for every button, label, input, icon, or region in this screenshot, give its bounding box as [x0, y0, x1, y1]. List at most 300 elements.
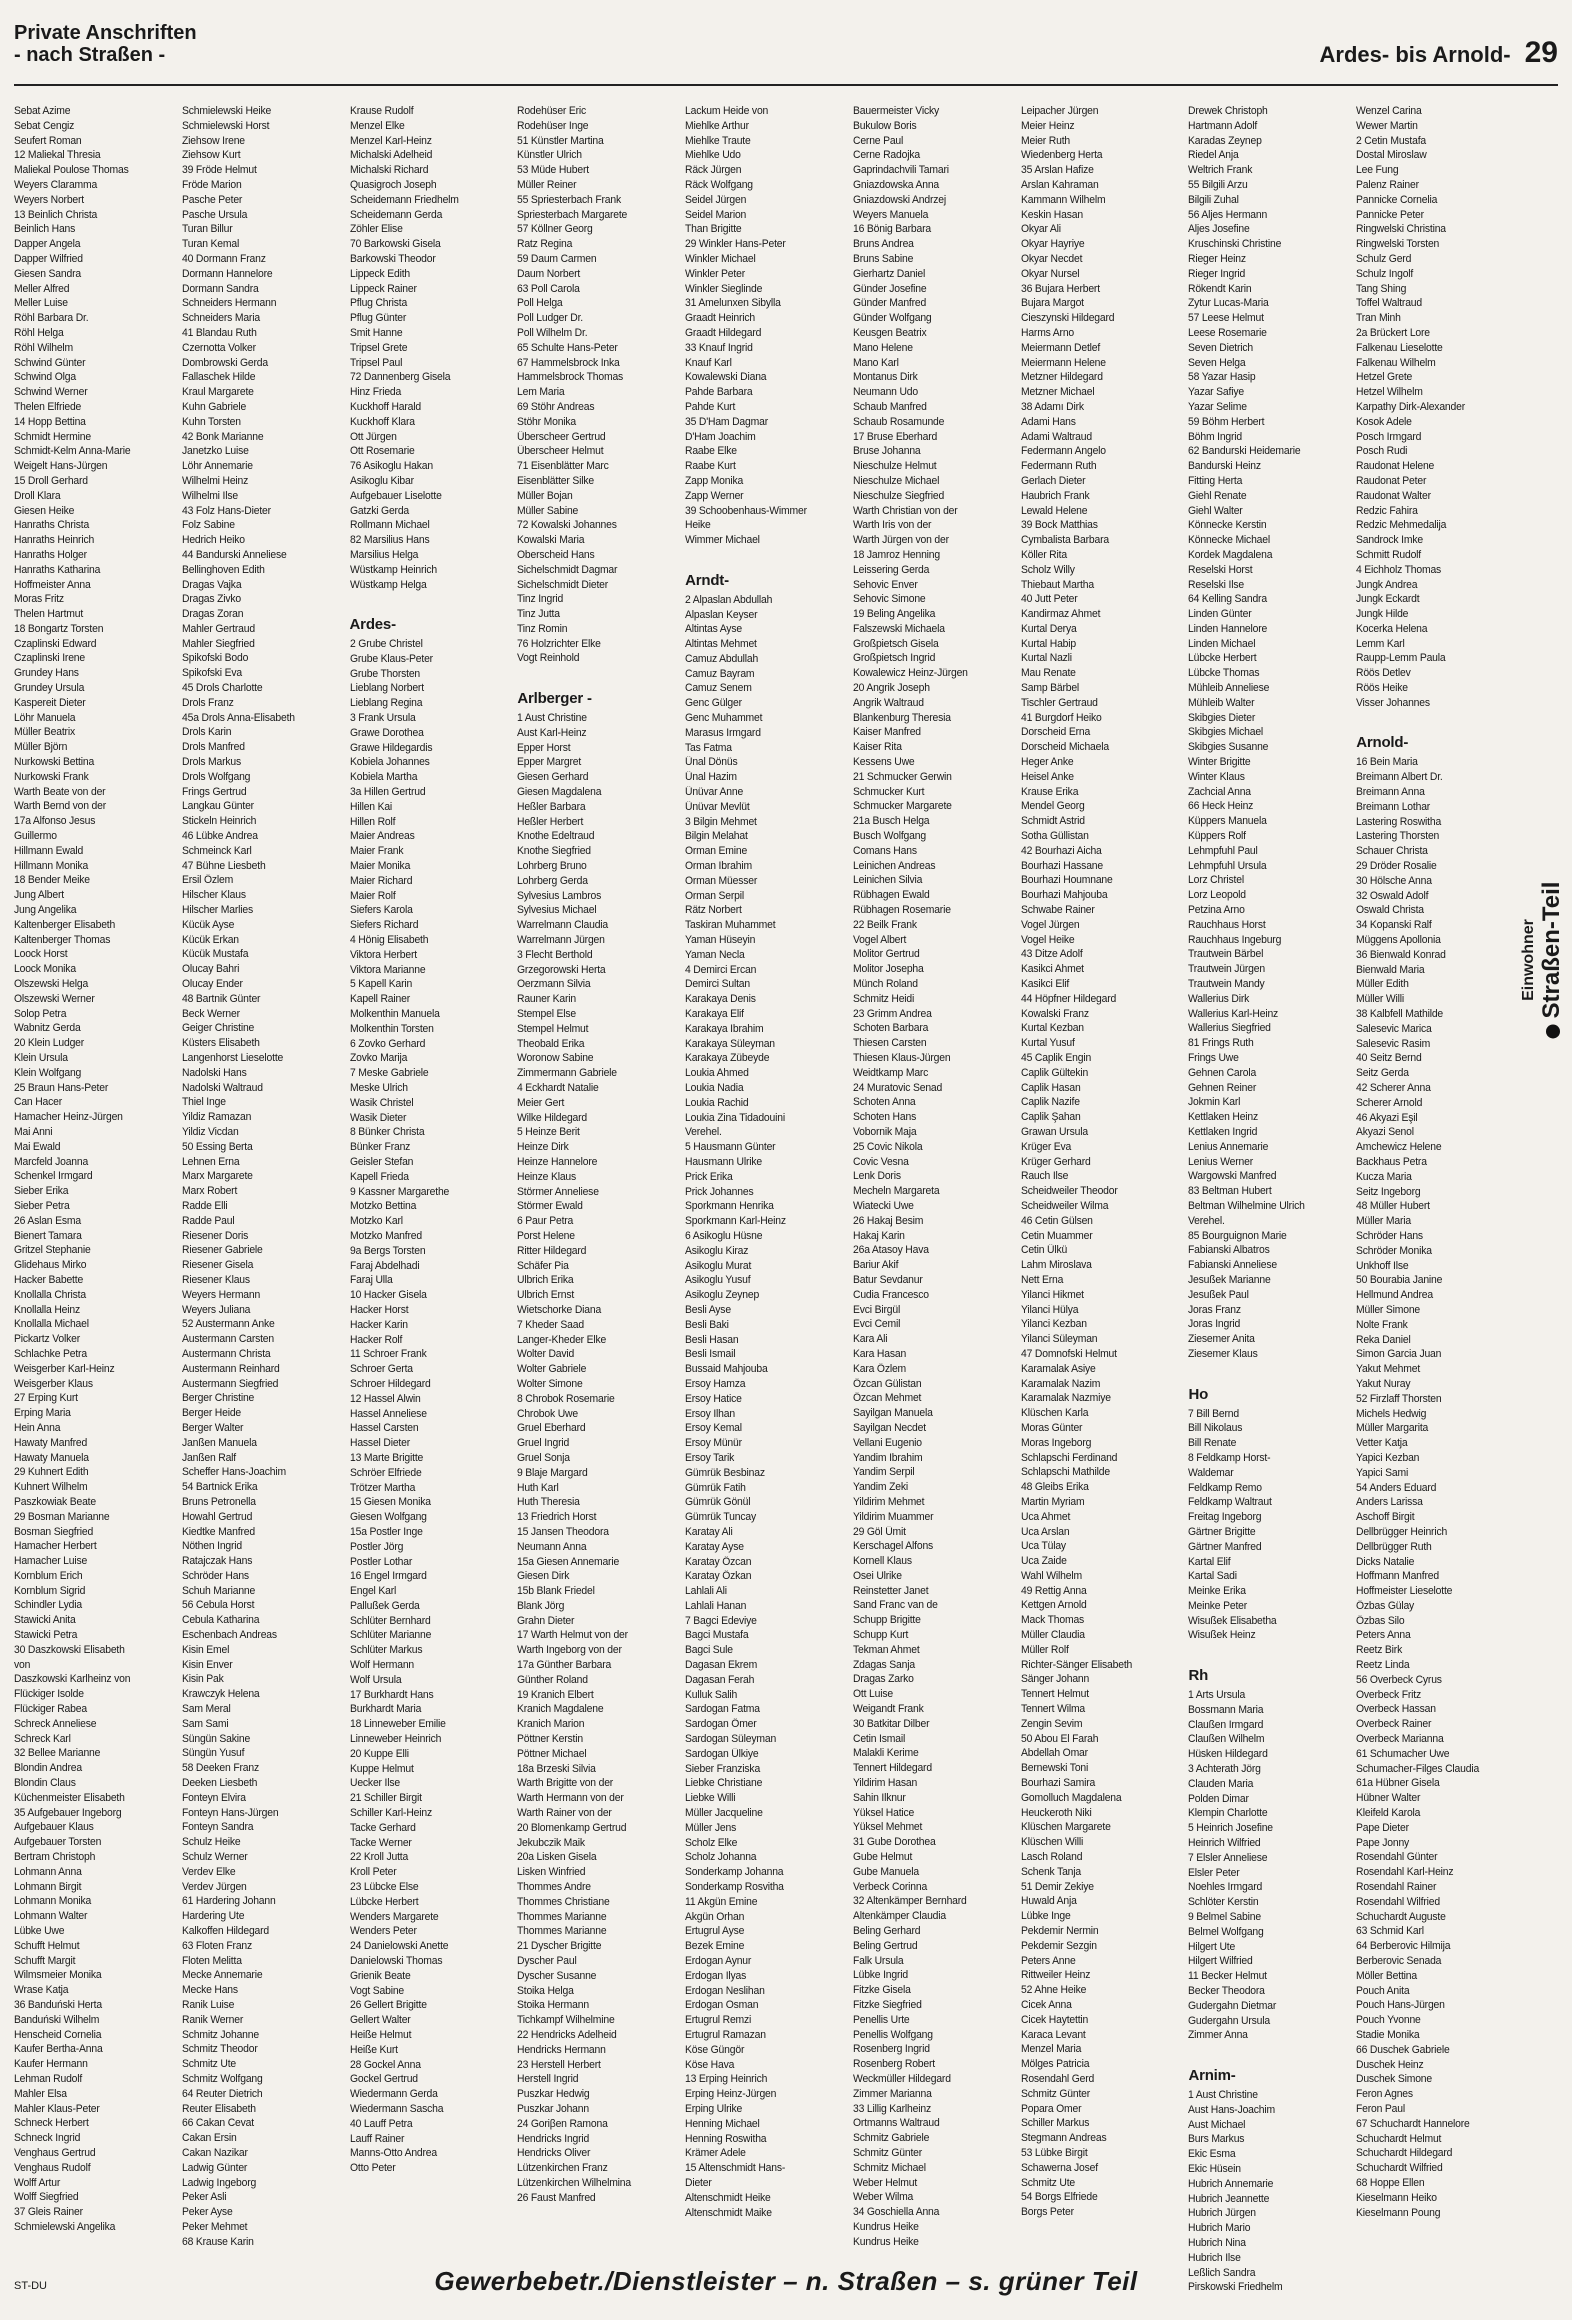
directory-entry: Vogt Reinhold [517, 652, 580, 665]
directory-entry: Thommes Marianne [517, 1925, 607, 1938]
directory-entry: Günther Roland [517, 1673, 589, 1686]
directory-entry: Hubrich Nina [1188, 2236, 1247, 2249]
directory-entry: Kisin Pak [181, 1673, 224, 1686]
directory-entry: Müller Sabine [517, 504, 579, 517]
directory-entry: Müller Willi [1356, 993, 1405, 1006]
directory-entry: Schröder Hans [181, 1569, 249, 1582]
directory-entry: Grienik Beate [349, 1969, 411, 1982]
directory-entry: 17 Burkhardt Hans [349, 1688, 434, 1701]
directory-entry: 55 Bilgili Arzu [1188, 178, 1249, 191]
directory-entry: Kobiela Martha [349, 771, 417, 784]
directory-entry: Altintas Ayse [685, 623, 743, 636]
directory-entry: 5 Kapell Karin [349, 978, 412, 991]
directory-entry: Langenhorst Lieselotte [181, 1052, 283, 1064]
directory-entry: 20 Blomenkamp Gertrud [517, 1821, 627, 1834]
directory-entry: Pallußek Gerda [349, 1599, 420, 1612]
directory-entry: Kara Özlem [852, 1362, 906, 1375]
directory-entry: 50 Essing Berta [181, 1140, 253, 1153]
directory-entry: 11 Becker Helmut [1188, 1970, 1268, 1983]
directory-entry: Grube Klaus-Peter [349, 652, 433, 665]
directory-entry: Aust Karl-Heinz [517, 726, 587, 739]
directory-entry: Tischler Gertraud [1020, 696, 1098, 709]
directory-entry: Linden Günter [1188, 608, 1252, 621]
directory-entry: Prick Johannes [685, 1185, 754, 1198]
directory-entry: Reselski Horst [1188, 563, 1253, 576]
directory-entry: Lackum Heide von [685, 105, 769, 117]
directory-entry: Ritter Hildegard [517, 1244, 587, 1257]
directory-entry: Yandim Serpil [852, 1466, 915, 1479]
side-tab-line2-wrap [1538, 882, 1566, 1039]
directory-entry: Overbeck Marianna [1356, 1733, 1444, 1746]
directory-entry: Hüsken Hildegard [1188, 1748, 1269, 1761]
directory-entry: 55 Spriesterbach Frank [517, 193, 622, 206]
directory-entry: 7 Bagci Edeviye [685, 1614, 757, 1627]
directory-entry: Dapper Wilfried [14, 252, 83, 265]
directory-entry: Knollalla Michael [14, 1318, 89, 1331]
directory-entry: Pöttner Kerstin [517, 1733, 584, 1746]
directory-entry: Olszewski Helga [14, 978, 89, 991]
directory-entry: Pouch Yvonne [1356, 2014, 1421, 2027]
directory-entry: Warth Beate von der [14, 785, 106, 798]
directory-entry: Stempel Helmut [517, 1022, 589, 1035]
directory-entry: Wasik Dieter [349, 1111, 406, 1124]
directory-entry: Hillmann Ewald [14, 844, 84, 857]
directory-entry: Falk Ursula [852, 1954, 904, 1967]
directory-entry: Verdev Jürgen [181, 1880, 247, 1893]
directory-entry [1188, 1362, 1329, 1377]
directory-entry: Loock Monika [14, 963, 76, 976]
directory-entry: Rätz Norbert [685, 904, 742, 917]
directory-entry: Tennert Hildegard [852, 1762, 932, 1775]
directory-entry: Kranich Magdalene [517, 1703, 604, 1716]
header-title [14, 22, 197, 66]
directory-entry: Scherer Arnold [1356, 1096, 1423, 1109]
directory-entry: Röös Detlev [1356, 667, 1411, 680]
directory-entry: 28 Gockel Anna [349, 2058, 421, 2071]
directory-entry: 20 Klein Ludger [14, 1037, 85, 1050]
directory-entry: Erdogan Neslihan [685, 1984, 765, 1997]
directory-entry [1188, 2043, 1329, 2058]
directory-entry: Sieber Erika [14, 1185, 69, 1198]
directory-entry: Münch Roland [852, 978, 918, 991]
directory-entry: Schlachke Petra [14, 1347, 87, 1360]
directory-entry: Guillermo [14, 830, 57, 843]
directory-entry: Sichelschmidt Dagmar [517, 563, 618, 576]
directory-entry: Schlapschi Ferdinand [1020, 1451, 1117, 1464]
directory-entry: Uecker Ilse [349, 1777, 400, 1790]
directory-entry: Jung Albert [14, 889, 64, 902]
directory-entry: Löhr Annemarie [181, 460, 253, 473]
directory-entry: Gaprindachvili Tamari [852, 164, 949, 177]
directory-entry: Winter Klaus [1188, 770, 1246, 783]
directory-entry: Sichelschmidt Dieter [517, 578, 609, 591]
directory-entry: Heinze Hannelore [517, 1155, 598, 1168]
directory-entry: Küsters Elisabeth [181, 1037, 260, 1050]
directory-entry: 40 Seitz Bernd [1356, 1052, 1422, 1065]
directory-entry: Hamacher Luise [14, 1555, 88, 1568]
directory-entry: Seven Dietrich [1188, 341, 1254, 354]
directory-entry: Olucay Ender [181, 978, 243, 991]
directory-entry: Can Hacer [14, 1096, 63, 1109]
directory-entry: 7 Elsler Anneliese [1188, 1851, 1268, 1864]
directory-entry: Bourhazi Samira [1020, 1777, 1095, 1790]
directory-entry: Seitz Gerda [1356, 1067, 1410, 1080]
directory-entry: Vogel Jürgen [1020, 918, 1080, 931]
directory-entry [1188, 1643, 1329, 1658]
directory-entry: Karamalak Nazmiye [1020, 1392, 1111, 1405]
directory-entry: Siefers Karola [349, 904, 413, 917]
directory-entry: Nett Erna [1020, 1273, 1063, 1286]
directory-entry: Zapp Monika [685, 474, 744, 487]
street-heading: Arnim- [1188, 2067, 1236, 2084]
directory-entry: Kaiser Manfred [852, 726, 921, 739]
directory-entry: Schmitz Theodor [181, 2043, 258, 2056]
directory-entry: Gierhartz Daniel [852, 267, 926, 280]
directory-entry: Bariur Akif [852, 1259, 899, 1272]
directory-entry: 66 Cakan Cevat [181, 2117, 254, 2130]
directory-entry: Cetin Muammer [1020, 1229, 1093, 1242]
directory-entry: Schaub Rosamunde [852, 415, 945, 428]
directory-entry: Gatzki Gerda [349, 504, 409, 517]
directory-entry: Fitzke Gisela [852, 1984, 911, 1997]
directory-entry: Kartal Sadi [1188, 1570, 1238, 1583]
directory-entry: Dieter [685, 2176, 712, 2189]
directory-entry: 13 Friedrich Horst [517, 1511, 597, 1524]
directory-entry: 61 Schumacher Uwe [1356, 1747, 1450, 1760]
directory-entry: Drols Wolfgang [181, 770, 251, 783]
directory-entry: Bussaid Mahjouba [685, 1363, 768, 1376]
directory-entry: Hubrich Jürgen [1188, 2207, 1257, 2220]
directory-entry: Richter-Sänger Elisabeth [1020, 1658, 1132, 1671]
directory-entry: 18 Linneweber Emilie [349, 1718, 446, 1731]
directory-entry: Wiedenberg Herta [1020, 149, 1103, 162]
directory-entry: Röhl Barbara Dr. [14, 312, 89, 325]
directory-entry: Pasche Ursula [181, 208, 247, 221]
directory-entry: 4 Demirci Ercan [685, 963, 757, 976]
directory-entry: Oerzmann Silvia [517, 978, 591, 991]
directory-entry: 59 Daum Carmen [517, 252, 597, 265]
directory-entry: Schneck Ingrid [14, 2132, 81, 2145]
directory-entry: Raudonat Walter [1356, 489, 1432, 502]
directory-entry: Dorscheid Erna [1020, 726, 1090, 739]
directory-entry: 70 Barkowski Gisela [349, 238, 441, 251]
directory-entry: Ünal Hazim [685, 771, 737, 784]
directory-entry: Tripsel Grete [349, 341, 407, 354]
directory-entry: Motzko Karl [349, 1215, 403, 1228]
directory-entry: Künstler Ulrich [517, 149, 583, 162]
directory-entry: Karadas Zeynep [1188, 134, 1263, 147]
directory-entry: Dyscher Susanne [517, 1969, 597, 1982]
directory-entry: Breimann Lothar [1356, 800, 1431, 813]
directory-entry: von [14, 1658, 31, 1671]
directory-entry: Montanus Dirk [852, 371, 918, 384]
directory-entry: Schmitz Gabriele [852, 2132, 930, 2145]
directory-entry: Könnecke Michael [1188, 534, 1271, 547]
directory-entry: Visser Johannes [1356, 696, 1431, 709]
directory-entry: Kaltenberger Thomas [14, 933, 111, 946]
directory-entry: Hinz Frieda [349, 386, 401, 399]
directory-entry: Mai Anni [14, 1125, 53, 1138]
directory-entry: Raudonat Peter [1356, 474, 1427, 487]
directory-entry: Rieger Heinz [1188, 252, 1247, 265]
directory-entry: Vogt Sabine [349, 1984, 404, 1997]
directory-entry: Hillen Kai [349, 800, 392, 813]
directory-entry: 65 Schulte Hans-Peter [517, 341, 619, 354]
directory-entry: Schröer Elfriede [349, 1466, 422, 1479]
directory-entry: Prick Erika [685, 1170, 733, 1183]
directory-entry: Schoten Anna [852, 1096, 916, 1109]
directory-entry: Giesen Magdalena [517, 786, 602, 799]
directory-entry: Altenschmidt Heike [685, 2191, 771, 2204]
directory-entry: Heinrich Wilfried [1188, 1837, 1261, 1850]
directory-entry: Kornblum Sigrid [14, 1584, 86, 1597]
directory-entry: Sylvesius Michael [517, 904, 597, 917]
directory-entry: Wüstkamp Helga [349, 578, 427, 591]
directory-entry: Erping Maria [14, 1407, 71, 1420]
directory-entry: Sardogan Fatma [685, 1703, 760, 1716]
directory-entry: 30 Daszkowski Elisabeth [14, 1643, 125, 1656]
directory-entry: Wolter Simone [517, 1377, 583, 1390]
directory-entry: Dagasan Ekrem [685, 1659, 758, 1672]
directory-entry: Bruns Petronella [181, 1495, 256, 1508]
directory-entry: Karpathy Dirk-Alexander [1356, 400, 1466, 413]
directory-entry: Duschek Simone [1356, 2073, 1433, 2086]
directory-entry: Breimann Albert Dr. [1356, 771, 1443, 784]
directory-entry: Wolter Gabriele [517, 1363, 587, 1376]
directory-entry: Hein Anna [14, 1421, 61, 1434]
directory-entry: Turan Kemal [181, 238, 239, 251]
directory-entry: Wolff Siegfried [14, 2191, 79, 2204]
directory-entry: Gomolluch Magdalena [1020, 1791, 1122, 1804]
directory-entry: Ringwelski Christina [1356, 223, 1447, 236]
directory-entry: Austermann Siegfried [181, 1377, 279, 1390]
directory-entry: 58 Deeken Franz [181, 1762, 259, 1775]
column-9 [1356, 104, 1510, 2295]
directory-entry: Orman Serpil [685, 889, 745, 902]
directory-entry: Mahler Gertraud [181, 622, 255, 635]
directory-entry: Schlüter Marianne [349, 1629, 431, 1642]
directory-entry: Sieber Petra [14, 1199, 70, 1212]
directory-entry: Schmitz Ute [1020, 2176, 1075, 2189]
directory-entry: Motzko Manfred [349, 1229, 422, 1242]
directory-entry: Claußen Irmgard [1188, 1718, 1264, 1731]
directory-entry: Trautwein Bärbel [1188, 948, 1264, 961]
directory-entry: Duschek Heinz [1356, 2058, 1424, 2071]
directory-entry: Gärtner Manfred [1188, 1540, 1262, 1553]
directory-entry: Jungk Hilde [1356, 608, 1409, 621]
directory-entry: Wahl Wilhelm [1020, 1569, 1082, 1582]
directory-entry: Krawczyk Helena [181, 1688, 260, 1701]
directory-entry: Kordek Magdalena [1188, 548, 1273, 561]
directory-entry: Günder Wolfgang [852, 312, 932, 325]
directory-entry: 46 Cetin Gülsen [1020, 1214, 1093, 1227]
directory-entry: 32 Oswald Adolf [1356, 889, 1429, 902]
directory-entry: Tran Minh [1356, 312, 1401, 325]
directory-entry: Ladwig Günter [181, 2161, 247, 2174]
directory-entry: Henning Roswitha [685, 2132, 767, 2145]
directory-entry: Großpietsch Gisela [852, 637, 939, 650]
directory-entry: Joras Ingrid [1188, 1318, 1241, 1331]
directory-entry: Kiedtke Manfred [181, 1525, 255, 1538]
directory-entry: Karatay Ayse [685, 1540, 744, 1553]
directory-entry: Bauermeister Vicky [852, 105, 939, 117]
directory-entry [350, 592, 491, 607]
directory-entry: 4 Hönig Elisabeth [349, 934, 428, 947]
directory-entry: Zengin Sevim [1020, 1717, 1082, 1730]
directory-entry: 43 Folz Hans-Dieter [181, 504, 271, 517]
directory-entry: Warth Jürgen von der [852, 534, 949, 547]
directory-entry: Altenkämper Claudia [852, 1910, 946, 1923]
directory-entry: Jungk Eckardt [1356, 593, 1420, 606]
directory-entry: Yildirim Hasan [852, 1777, 917, 1790]
directory-entry: Erdogan Osman [685, 1999, 759, 2012]
directory-entry: Süngün Yusuf [181, 1747, 245, 1760]
directory-entry: Wiedermann Gerda [349, 2088, 438, 2101]
directory-entry: Karaca Levant [1020, 2028, 1086, 2041]
directory-entry: Weisgerber Karl-Heinz [14, 1362, 115, 1375]
directory-entry: Samp Bärbel [1020, 682, 1079, 695]
directory-entry: Menzel Elke [349, 119, 405, 132]
directory-entry: Lübke Ingrid [852, 1969, 908, 1982]
directory-entry: Winkler Sieglinde [685, 282, 763, 295]
directory-entry: Malakli Kerime [852, 1747, 919, 1760]
directory-entry: Ünüvar Mevlüt [685, 800, 750, 813]
directory-entry: Krause Erika [1020, 785, 1078, 798]
directory-entry: Trautwein Mandy [1188, 978, 1266, 991]
directory-entry: Graadt Heinrich [685, 312, 756, 325]
directory-entry: Beck Werner [181, 1007, 240, 1020]
directory-entry: Rollmann Michael [349, 519, 430, 532]
directory-entry: Marx Margarete [181, 1170, 253, 1183]
directory-entry: Moras Ingeborg [1020, 1436, 1091, 1449]
directory-entry: Beling Gerhard [852, 1925, 921, 1938]
directory-entry: Loukia Zina Tidadouini [685, 1111, 786, 1124]
directory-entry: Wallerius Karl-Heinz [1188, 1007, 1279, 1020]
directory-entry: Tennert Helmut [1020, 1688, 1089, 1701]
directory-entry: Moras Günter [1020, 1421, 1082, 1434]
directory-entry: Grawan Ursula [1020, 1125, 1088, 1138]
directory-entry: Karakaya Elif [685, 1008, 744, 1021]
directory-entry: Ekic Esma [1188, 2148, 1236, 2161]
directory-entry: Kapell Rainer [349, 993, 410, 1006]
directory-entry: Kara Hasan [852, 1347, 906, 1360]
directory-entry: Gerlach Dieter [1020, 474, 1086, 487]
directory-entry: 17a Günther Barbara [517, 1659, 612, 1672]
directory-entry: 23 Herstell Herbert [517, 2058, 602, 2071]
directory-entry: Lewald Helene [1020, 504, 1088, 517]
directory-entry: Vogel Heike [1020, 933, 1075, 946]
directory-entry: Ziehsow Irene [181, 134, 245, 147]
directory-entry: 76 Asikoglu Hakan [349, 460, 433, 473]
directory-entry: Maier Richard [349, 874, 412, 887]
directory-entry: Riesener Klaus [181, 1273, 250, 1286]
directory-entry: Günder Manfred [852, 297, 926, 310]
directory-entry: Yilanci Hülya [1020, 1303, 1078, 1316]
directory-entry: Rodehüser Inge [517, 119, 589, 132]
directory-entry: Wewer Martin [1356, 119, 1418, 132]
directory-entry: Wolf Ursula [349, 1673, 402, 1686]
directory-entry: 2 Grube Christel [349, 638, 423, 651]
directory-entry: Cudia Francesco [852, 1288, 929, 1301]
directory-entry: Yazar Selime [1188, 400, 1248, 413]
directory-entry: Seidel Marion [685, 208, 747, 221]
directory-entry: Turan Billur [181, 223, 233, 236]
directory-entry: Mölges Patricia [1020, 2058, 1089, 2071]
directory-entry: Woronow Sabine [517, 1052, 594, 1065]
directory-entry: Räck Wolfgang [685, 178, 754, 191]
directory-entry: 48 Gleibs Erika [1020, 1481, 1089, 1494]
directory-entry: Okyar Necdet [1020, 252, 1082, 265]
directory-entry: Winter Brigitte [1188, 756, 1251, 769]
directory-entry: Kettlaken Heinz [1188, 1111, 1259, 1124]
directory-entry: Janßen Ralf [181, 1451, 236, 1464]
directory-entry: Besli Ayse [685, 1303, 732, 1316]
directory-entry: Hendricks Hermann [517, 2043, 607, 2056]
directory-entry: Elsler Peter [1188, 1866, 1240, 1879]
directory-entry: 4 Eichholz Thomas [1356, 563, 1442, 576]
directory-entry: Klüschen Margarete [1020, 1821, 1111, 1834]
directory-entry: Drols Franz [181, 696, 234, 709]
directory-entry: Cymbalista Barbara [1020, 534, 1109, 547]
directory-entry: Müller Claudia [1020, 1629, 1085, 1642]
directory-entry: Grzegorowski Herta [517, 963, 606, 976]
directory-entry: 9 Blaje Margard [517, 1466, 588, 1479]
directory-entry: Dellbrügger Heinrich [1356, 1525, 1448, 1538]
directory-entry: Weyers Manuela [852, 208, 929, 221]
bullet-dot-icon [1546, 1024, 1560, 1038]
directory-entry: Redzic Mehmedalija [1356, 519, 1447, 532]
directory-entry: Müggens Apollonia [1356, 934, 1441, 947]
directory-entry: Weigandt Frank [852, 1703, 924, 1716]
directory-entry: Fonteyn Hans-Jürgen [181, 1806, 279, 1819]
directory-entry: Kocerka Helena [1356, 622, 1428, 635]
directory-entry: Theobald Erika [517, 1037, 585, 1050]
directory-entry: Scheffer Hans-Joachim [181, 1466, 286, 1479]
directory-entry: Tinz Ingrid [517, 593, 564, 606]
directory-entry: Gärtner Brigitte [1188, 1525, 1256, 1538]
directory-entry: Linneweber Heinrich [349, 1733, 441, 1746]
directory-entry: 82 Marsilius Hans [349, 534, 430, 547]
directory-entry: 53 Müde Hubert [517, 164, 590, 177]
directory-entry: Yildiz Vicdan [181, 1125, 239, 1138]
directory-entry: Beinlich Hans [14, 223, 76, 236]
directory-entry: Puszkar Johann [517, 2102, 590, 2115]
directory-entry: 21a Busch Helga [852, 815, 930, 828]
directory-entry: Kruschinski Christine [1188, 238, 1282, 251]
directory-entry: Pape Dieter [1356, 1821, 1410, 1834]
directory-entry: Yüksel Mehmet [852, 1821, 923, 1834]
directory-entry: Müller Rolf [1020, 1643, 1069, 1656]
directory-entry: 16 Bein Maria [1356, 756, 1418, 769]
directory-entry: 56 Cebula Horst [181, 1599, 255, 1612]
directory-entry: Hassel Carsten [349, 1422, 419, 1435]
directory-entry: Radde Elli [181, 1199, 228, 1212]
directory-entry: Sylvesius Lambros [517, 889, 602, 902]
directory-entry: Kraul Margarete [181, 386, 254, 399]
directory-entry: Posch Irmgard [1356, 430, 1422, 443]
directory-entry: Beling Gertrud [852, 1939, 918, 1952]
directory-entry: Erdogan Aynur [685, 1955, 752, 1968]
directory-entry: Yakut Mehmet [1356, 1363, 1421, 1376]
directory-entry: Gockel Gertrud [349, 2073, 418, 2086]
directory-entry: 54 Bartnick Erika [181, 1481, 258, 1494]
directory-entry: 48 Bartnik Günter [181, 992, 261, 1005]
directory-entry: Floten Melitta [181, 1954, 242, 1967]
directory-entry: Lenk Doris [852, 1170, 901, 1183]
directory-entry: Hacker Horst [349, 1303, 408, 1316]
directory-entry: Wietschorke Diana [517, 1303, 602, 1316]
directory-entry: Özcan Mehmet [852, 1392, 922, 1405]
